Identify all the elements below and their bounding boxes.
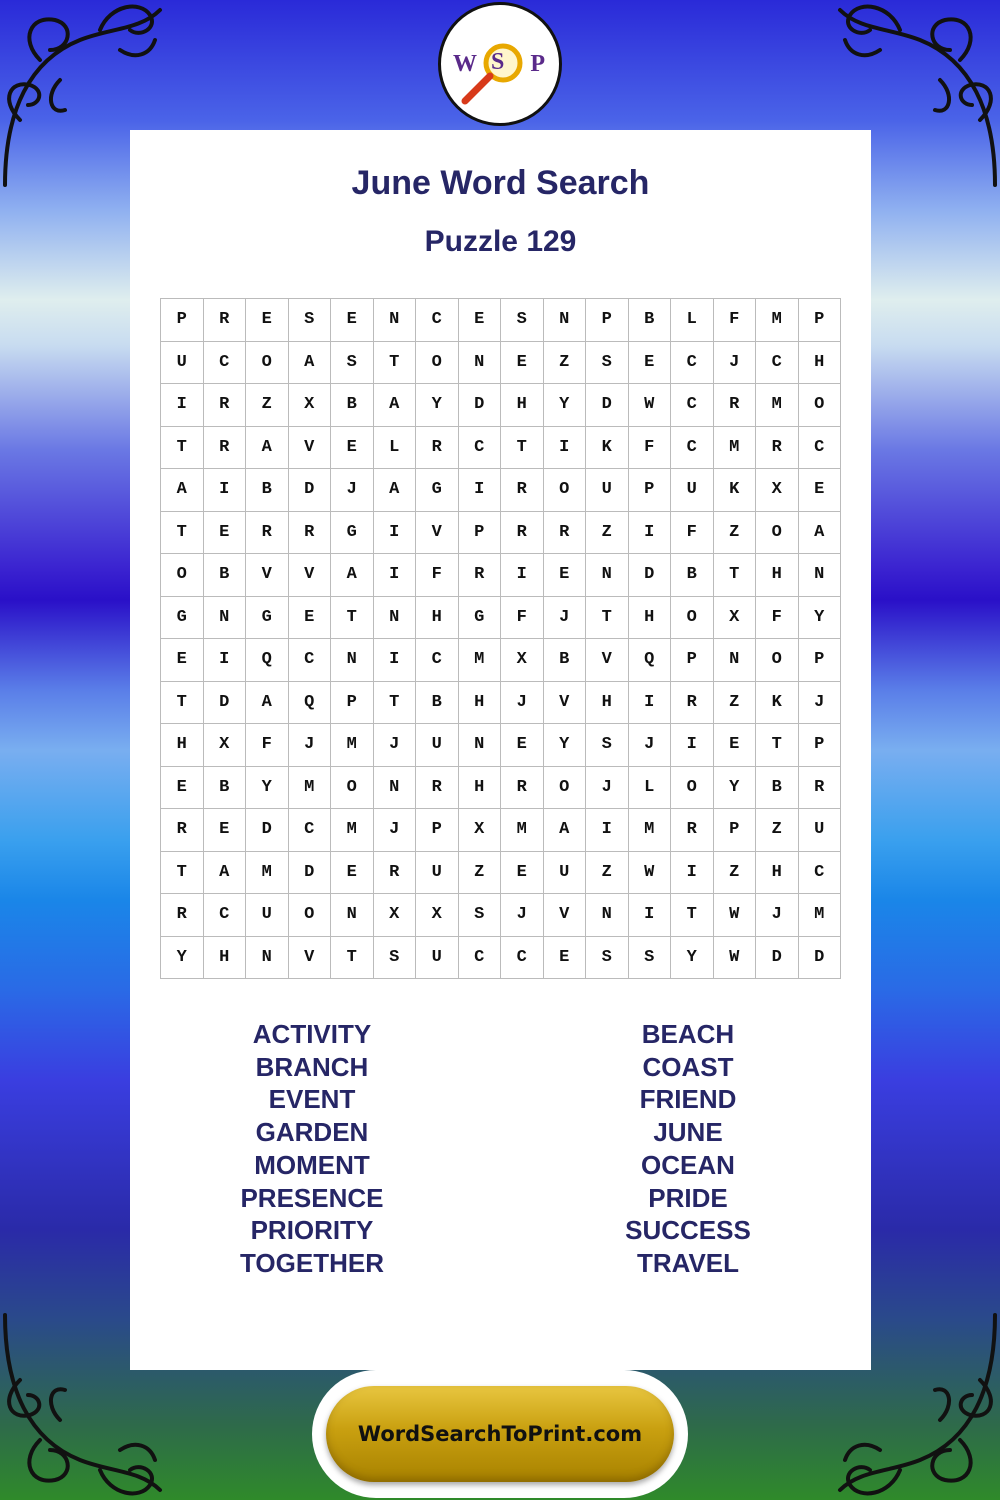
grid-cell[interactable]: B	[544, 639, 587, 682]
grid-cell[interactable]: T	[161, 682, 204, 725]
grid-cell[interactable]: C	[416, 299, 459, 342]
grid-cell[interactable]: V	[544, 894, 587, 937]
grid-cell[interactable]: A	[289, 342, 332, 385]
grid-cell[interactable]: E	[331, 299, 374, 342]
grid-cell[interactable]: R	[501, 469, 544, 512]
grid-cell[interactable]: S	[331, 342, 374, 385]
grid-cell[interactable]: X	[289, 384, 332, 427]
grid-cell[interactable]: O	[544, 767, 587, 810]
grid-cell[interactable]: M	[331, 724, 374, 767]
grid-cell[interactable]: U	[416, 937, 459, 980]
grid-cell[interactable]: T	[161, 852, 204, 895]
grid-cell[interactable]: N	[799, 554, 842, 597]
grid-cell[interactable]: F	[671, 512, 714, 555]
grid-cell[interactable]: E	[714, 724, 757, 767]
grid-cell[interactable]: Z	[756, 809, 799, 852]
grid-cell[interactable]: U	[799, 809, 842, 852]
word-list-right	[538, 1018, 838, 1280]
grid-cell[interactable]: I	[501, 554, 544, 597]
grid-cell[interactable]: N	[544, 299, 587, 342]
grid-cell[interactable]: N	[374, 767, 417, 810]
grid-cell[interactable]: B	[204, 767, 247, 810]
grid-cell[interactable]: H	[756, 554, 799, 597]
grid-cell[interactable]: M	[756, 384, 799, 427]
grid-cell[interactable]: S	[459, 894, 502, 937]
grid-cell[interactable]: J	[374, 724, 417, 767]
grid-cell[interactable]: U	[671, 469, 714, 512]
grid-cell[interactable]: F	[416, 554, 459, 597]
grid-cell[interactable]: U	[246, 894, 289, 937]
logo-letter-s: S	[491, 49, 505, 75]
grid-cell[interactable]: R	[289, 512, 332, 555]
word-item: BRANCH	[255, 1051, 369, 1082]
grid-cell[interactable]: I	[671, 724, 714, 767]
grid-cell[interactable]: M	[331, 809, 374, 852]
grid-cell[interactable]: O	[416, 342, 459, 385]
grid-cell[interactable]: S	[501, 299, 544, 342]
grid-cell[interactable]: O	[756, 639, 799, 682]
grid-cell[interactable]: T	[756, 724, 799, 767]
grid-cell[interactable]: S	[289, 299, 332, 342]
grid-cell[interactable]: I	[204, 639, 247, 682]
word-item: FRIEND	[639, 1084, 737, 1115]
grid-cell[interactable]: P	[161, 299, 204, 342]
grid-cell[interactable]: V	[544, 682, 587, 725]
grid-cell[interactable]: T	[501, 427, 544, 470]
grid-cell[interactable]: G	[246, 597, 289, 640]
grid-cell[interactable]: T	[161, 512, 204, 555]
grid-cell[interactable]: R	[374, 852, 417, 895]
grid-cell[interactable]: N	[374, 299, 417, 342]
grid-cell[interactable]: N	[459, 342, 502, 385]
grid-cell[interactable]: O	[671, 597, 714, 640]
grid-cell[interactable]: O	[756, 512, 799, 555]
grid-cell[interactable]: I	[374, 512, 417, 555]
grid-cell[interactable]: O	[331, 767, 374, 810]
grid-cell[interactable]: I	[629, 682, 672, 725]
grid-cell[interactable]: R	[671, 682, 714, 725]
grid-cell[interactable]: I	[459, 469, 502, 512]
logo-letter-p: P	[530, 51, 545, 77]
grid-cell[interactable]: T	[331, 597, 374, 640]
grid-cell[interactable]: M	[459, 639, 502, 682]
grid-cell[interactable]: T	[586, 597, 629, 640]
grid-cell[interactable]: G	[416, 469, 459, 512]
grid-cell[interactable]: F	[629, 427, 672, 470]
grid-cell[interactable]: E	[544, 937, 587, 980]
grid-cell[interactable]: S	[374, 937, 417, 980]
grid-cell[interactable]: X	[374, 894, 417, 937]
grid-cell[interactable]: C	[756, 342, 799, 385]
grid-cell[interactable]: E	[799, 469, 842, 512]
grid-cell[interactable]: Y	[799, 597, 842, 640]
grid-cell[interactable]: A	[374, 469, 417, 512]
word-item: EVENT	[268, 1084, 356, 1115]
word-item: GARDEN	[255, 1117, 369, 1148]
grid-cell[interactable]: H	[161, 724, 204, 767]
grid-cell[interactable]: D	[289, 852, 332, 895]
grid-cell[interactable]: W	[714, 894, 757, 937]
grid-cell[interactable]: D	[799, 937, 842, 980]
grid-cell[interactable]: Z	[714, 512, 757, 555]
grid-cell[interactable]: D	[586, 384, 629, 427]
grid-cell[interactable]: R	[544, 512, 587, 555]
site-link-text: WordSearchToPrint.com	[357, 1422, 643, 1446]
grid-cell[interactable]: X	[416, 894, 459, 937]
grid-cell[interactable]: Z	[586, 852, 629, 895]
grid-cell[interactable]: P	[799, 299, 842, 342]
grid-cell[interactable]: Q	[246, 639, 289, 682]
grid-cell[interactable]: H	[501, 384, 544, 427]
grid-cell[interactable]: D	[204, 682, 247, 725]
grid-cell[interactable]: M	[289, 767, 332, 810]
puzzle-number: Puzzle 129	[424, 225, 577, 258]
grid-cell[interactable]: I	[671, 852, 714, 895]
grid-cell[interactable]: N	[586, 554, 629, 597]
grid-cell[interactable]: R	[756, 427, 799, 470]
grid-cell[interactable]: P	[331, 682, 374, 725]
grid-cell[interactable]: E	[331, 852, 374, 895]
grid-cell[interactable]: R	[459, 554, 502, 597]
word-item: PRIORITY	[250, 1215, 374, 1246]
puzzle-card	[130, 130, 871, 1370]
grid-cell[interactable]: B	[416, 682, 459, 725]
grid-cell[interactable]: J	[756, 894, 799, 937]
grid-cell[interactable]: Z	[544, 342, 587, 385]
grid-cell[interactable]: C	[501, 937, 544, 980]
grid-cell[interactable]: N	[459, 724, 502, 767]
grid-cell[interactable]: C	[799, 852, 842, 895]
grid-cell[interactable]: N	[586, 894, 629, 937]
grid-cell[interactable]: V	[586, 639, 629, 682]
grid-cell[interactable]: C	[671, 427, 714, 470]
grid-cell[interactable]: U	[544, 852, 587, 895]
grid-cell[interactable]: J	[586, 767, 629, 810]
grid-cell[interactable]: K	[586, 427, 629, 470]
grid-cell[interactable]: T	[374, 682, 417, 725]
grid-cell[interactable]: I	[204, 469, 247, 512]
grid-cell[interactable]: V	[289, 427, 332, 470]
grid-cell[interactable]: I	[586, 809, 629, 852]
grid-cell[interactable]: C	[289, 639, 332, 682]
grid-cell[interactable]: S	[586, 937, 629, 980]
grid-cell[interactable]: N	[374, 597, 417, 640]
grid-cell[interactable]: B	[671, 554, 714, 597]
grid-cell[interactable]: E	[161, 639, 204, 682]
grid-cell[interactable]: H	[756, 852, 799, 895]
grid-cell[interactable]: E	[629, 342, 672, 385]
site-link-button[interactable]	[326, 1386, 674, 1482]
grid-cell[interactable]: W	[629, 852, 672, 895]
grid-cell[interactable]: A	[161, 469, 204, 512]
grid-cell[interactable]: Y	[671, 937, 714, 980]
grid-cell[interactable]: V	[289, 554, 332, 597]
grid-cell[interactable]: M	[501, 809, 544, 852]
grid-cell[interactable]: R	[246, 512, 289, 555]
grid-cell[interactable]: A	[544, 809, 587, 852]
grid-cell[interactable]: B	[246, 469, 289, 512]
grid-cell[interactable]: E	[501, 724, 544, 767]
grid-cell[interactable]: D	[289, 469, 332, 512]
grid-cell[interactable]: R	[671, 809, 714, 852]
grid-cell[interactable]: M	[246, 852, 289, 895]
grid-cell[interactable]: M	[756, 299, 799, 342]
grid-cell[interactable]: C	[289, 809, 332, 852]
grid-cell[interactable]: D	[459, 384, 502, 427]
word-item: PRESENCE	[240, 1182, 384, 1213]
grid-cell[interactable]: P	[714, 809, 757, 852]
grid-cell[interactable]: O	[544, 469, 587, 512]
grid-cell[interactable]: X	[756, 469, 799, 512]
grid-cell[interactable]: H	[416, 597, 459, 640]
grid-cell[interactable]: A	[331, 554, 374, 597]
grid-cell[interactable]: R	[204, 427, 247, 470]
grid-cell[interactable]: Y	[416, 384, 459, 427]
grid-cell[interactable]: U	[416, 852, 459, 895]
grid-cell[interactable]: E	[204, 809, 247, 852]
grid-cell[interactable]: M	[629, 809, 672, 852]
grid-cell[interactable]: L	[671, 299, 714, 342]
logo-letter-w: W	[453, 51, 477, 77]
grid-cell[interactable]: N	[246, 937, 289, 980]
grid-cell[interactable]: O	[161, 554, 204, 597]
grid-cell[interactable]: I	[544, 427, 587, 470]
grid-cell[interactable]: H	[629, 597, 672, 640]
grid-cell[interactable]: I	[374, 639, 417, 682]
grid-cell[interactable]: W	[629, 384, 672, 427]
grid-cell[interactable]: Y	[544, 724, 587, 767]
footer-banner	[312, 1370, 688, 1498]
grid-cell[interactable]: B	[204, 554, 247, 597]
grid-cell[interactable]: D	[629, 554, 672, 597]
grid-cell[interactable]: E	[544, 554, 587, 597]
grid-cell[interactable]: Q	[289, 682, 332, 725]
grid-cell[interactable]: H	[459, 682, 502, 725]
grid-cell[interactable]: B	[629, 299, 672, 342]
word-item: TOGETHER	[240, 1247, 384, 1278]
grid-cell[interactable]: R	[714, 384, 757, 427]
grid-cell[interactable]: Q	[629, 639, 672, 682]
grid-cell[interactable]: H	[459, 767, 502, 810]
grid-cell[interactable]: F	[501, 597, 544, 640]
grid-cell[interactable]: E	[501, 852, 544, 895]
grid-cell[interactable]: R	[799, 767, 842, 810]
grid-cell[interactable]: A	[374, 384, 417, 427]
grid-cell[interactable]: F	[246, 724, 289, 767]
grid-cell[interactable]: P	[629, 469, 672, 512]
grid-cell[interactable]: J	[544, 597, 587, 640]
grid-cell[interactable]: P	[799, 724, 842, 767]
grid-cell[interactable]: X	[459, 809, 502, 852]
grid-cell[interactable]: J	[629, 724, 672, 767]
grid-cell[interactable]: I	[161, 384, 204, 427]
grid-cell[interactable]: P	[586, 299, 629, 342]
grid-cell[interactable]: C	[204, 894, 247, 937]
grid-cell[interactable]: Y	[246, 767, 289, 810]
word-item: MOMENT	[254, 1149, 370, 1180]
grid-cell[interactable]: C	[799, 427, 842, 470]
grid-cell[interactable]: V	[416, 512, 459, 555]
grid-cell[interactable]: R	[501, 767, 544, 810]
grid-cell[interactable]: F	[756, 597, 799, 640]
grid-cell[interactable]: K	[756, 682, 799, 725]
word-item: ACTIVITY	[252, 1019, 372, 1049]
grid-cell[interactable]: S	[586, 724, 629, 767]
grid-cell[interactable]: H	[204, 937, 247, 980]
grid-cell[interactable]: G	[459, 597, 502, 640]
word-item: TRAVEL	[636, 1247, 740, 1278]
grid-cell[interactable]: C	[459, 937, 502, 980]
grid-cell[interactable]: L	[629, 767, 672, 810]
grid-cell[interactable]: H	[586, 682, 629, 725]
grid-cell[interactable]: T	[331, 937, 374, 980]
grid-cell[interactable]: I	[374, 554, 417, 597]
grid-cell[interactable]: F	[714, 299, 757, 342]
grid-cell[interactable]: N	[331, 639, 374, 682]
grid-cell[interactable]: O	[246, 342, 289, 385]
grid-cell[interactable]: B	[331, 384, 374, 427]
grid-cell[interactable]: C	[671, 384, 714, 427]
grid-cell[interactable]: Z	[714, 682, 757, 725]
grid-cell[interactable]: Y	[544, 384, 587, 427]
grid-cell[interactable]: R	[161, 894, 204, 937]
grid-cell[interactable]: N	[204, 597, 247, 640]
grid-cell[interactable]: P	[799, 639, 842, 682]
grid-cell[interactable]: S	[629, 937, 672, 980]
grid-cell[interactable]: J	[799, 682, 842, 725]
grid-cell[interactable]: T	[714, 554, 757, 597]
grid-cell[interactable]: Z	[714, 852, 757, 895]
grid-cell[interactable]: E	[331, 427, 374, 470]
word-item: JUNE	[653, 1117, 723, 1148]
word-item: COAST	[642, 1051, 734, 1082]
grid-cell[interactable]: B	[756, 767, 799, 810]
grid-cell[interactable]: R	[204, 384, 247, 427]
grid-cell[interactable]: Z	[459, 852, 502, 895]
grid-cell[interactable]: H	[799, 342, 842, 385]
site-logo[interactable]	[438, 2, 562, 126]
grid-cell[interactable]: P	[671, 639, 714, 682]
grid-cell[interactable]: M	[799, 894, 842, 937]
grid-cell[interactable]: A	[799, 512, 842, 555]
grid-cell[interactable]: E	[246, 299, 289, 342]
grid-cell[interactable]: R	[161, 809, 204, 852]
grid-cell[interactable]: C	[671, 342, 714, 385]
grid-cell[interactable]: L	[374, 427, 417, 470]
grid-cell[interactable]: E	[204, 512, 247, 555]
grid-cell[interactable]: Z	[586, 512, 629, 555]
grid-cell[interactable]: C	[459, 427, 502, 470]
grid-cell[interactable]: U	[586, 469, 629, 512]
grid-cell[interactable]: T	[374, 342, 417, 385]
word-item: SUCCESS	[625, 1215, 751, 1246]
grid-cell[interactable]: I	[629, 512, 672, 555]
grid-cell[interactable]: Y	[161, 937, 204, 980]
page-title: June Word Search	[351, 164, 650, 202]
grid-cell[interactable]: T	[671, 894, 714, 937]
grid-cell[interactable]: W	[714, 937, 757, 980]
grid-cell[interactable]: O	[799, 384, 842, 427]
grid-cell[interactable]: Z	[246, 384, 289, 427]
grid-cell[interactable]: A	[204, 852, 247, 895]
grid-cell[interactable]: P	[459, 512, 502, 555]
grid-cell[interactable]: C	[416, 639, 459, 682]
grid-cell[interactable]: N	[331, 894, 374, 937]
grid-cell[interactable]: J	[501, 894, 544, 937]
letter-grid	[160, 298, 841, 979]
grid-cell[interactable]: R	[501, 512, 544, 555]
grid-cell[interactable]: U	[161, 342, 204, 385]
grid-cell[interactable]: J	[331, 469, 374, 512]
word-item: PRIDE	[648, 1182, 728, 1213]
grid-cell[interactable]: J	[501, 682, 544, 725]
grid-cell[interactable]: V	[246, 554, 289, 597]
grid-cell[interactable]: E	[289, 597, 332, 640]
grid-cell[interactable]: X	[714, 597, 757, 640]
grid-cell[interactable]: S	[586, 342, 629, 385]
grid-cell[interactable]: J	[714, 342, 757, 385]
grid-cell[interactable]: V	[289, 937, 332, 980]
grid-cell[interactable]: E	[459, 299, 502, 342]
word-list-left	[162, 1018, 462, 1280]
word-item: BEACH	[641, 1019, 735, 1049]
grid-cell[interactable]: J	[374, 809, 417, 852]
grid-cell[interactable]: N	[714, 639, 757, 682]
grid-cell[interactable]: I	[629, 894, 672, 937]
grid-cell[interactable]: G	[331, 512, 374, 555]
grid-cell[interactable]: O	[289, 894, 332, 937]
grid-cell[interactable]: T	[161, 427, 204, 470]
grid-cell[interactable]: X	[204, 724, 247, 767]
grid-cell[interactable]: E	[501, 342, 544, 385]
grid-cell[interactable]: C	[204, 342, 247, 385]
grid-cell[interactable]: G	[161, 597, 204, 640]
grid-cell[interactable]: D	[756, 937, 799, 980]
grid-cell[interactable]: P	[416, 809, 459, 852]
grid-cell[interactable]: Y	[714, 767, 757, 810]
grid-cell[interactable]: R	[416, 427, 459, 470]
grid-cell[interactable]: R	[204, 299, 247, 342]
grid-cell[interactable]: A	[246, 427, 289, 470]
word-item: OCEAN	[641, 1149, 735, 1180]
grid-cell[interactable]: D	[246, 809, 289, 852]
grid-cell[interactable]: J	[289, 724, 332, 767]
grid-cell[interactable]: A	[246, 682, 289, 725]
grid-cell[interactable]: E	[161, 767, 204, 810]
grid-cell[interactable]: U	[416, 724, 459, 767]
grid-cell[interactable]: O	[671, 767, 714, 810]
grid-cell[interactable]: K	[714, 469, 757, 512]
grid-cell[interactable]: M	[714, 427, 757, 470]
grid-cell[interactable]: X	[501, 639, 544, 682]
grid-cell[interactable]: R	[416, 767, 459, 810]
